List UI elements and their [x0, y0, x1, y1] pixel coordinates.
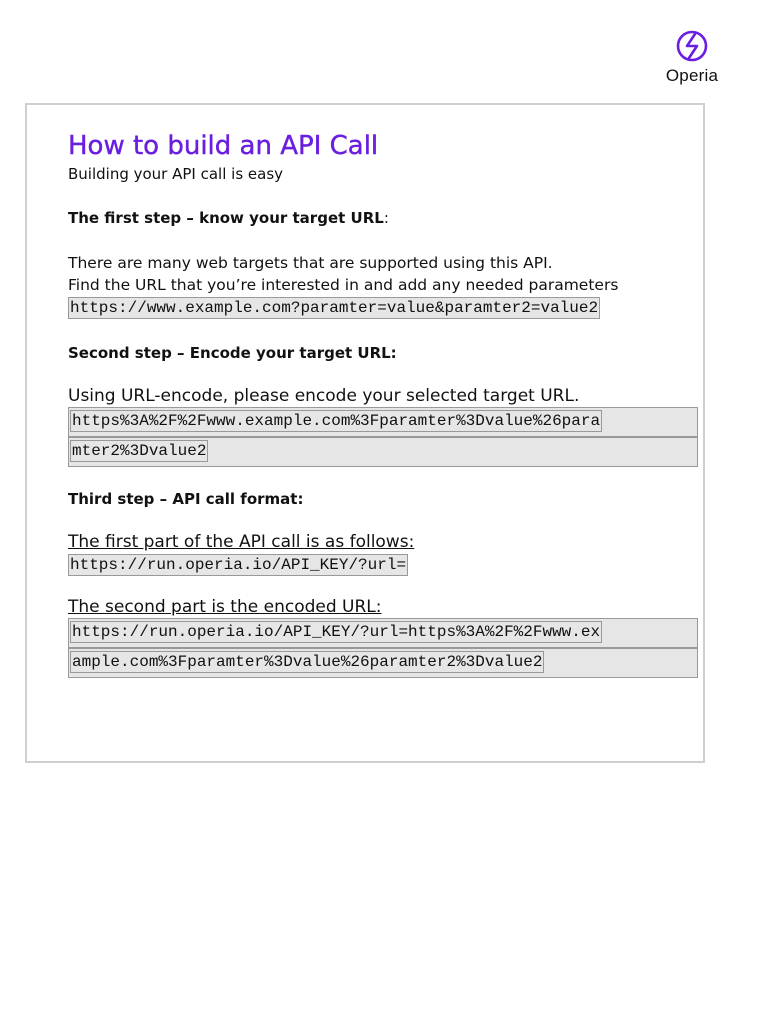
document-content	[68, 128, 698, 678]
step2-heading: Second step – Encode your target URL:	[68, 344, 397, 362]
page-subtitle: Building your API call is easy	[68, 165, 284, 183]
step3-part2-label: The second part is the encoded URL:	[68, 597, 382, 617]
step3-part2-code-line1: https://run.operia.io/API_KEY/?url=https%3A%2F%2Fwww.ex	[72, 623, 601, 641]
brand-name: Operia	[665, 66, 719, 85]
step1-code-text: https://www.example.com?paramter=value&paramter2=value2	[70, 299, 599, 317]
step3-part2-code	[68, 618, 698, 678]
step3-part1-label: The first part of the API call is as follows:	[68, 532, 415, 552]
step3-part1-code-text: https://run.operia.io/API_KEY/?url=	[70, 556, 407, 574]
step2-code-line2: mter2%3Dvalue2	[72, 442, 207, 460]
step1-heading-text: The first step – know your target URL	[68, 209, 384, 227]
step3-heading: Third step – API call format:	[68, 490, 304, 508]
step2-code	[68, 407, 698, 467]
step1-heading-colon: :	[383, 209, 389, 227]
step1-line1: There are many web targets that are supported using this API.	[68, 254, 553, 272]
step1-line2: Find the URL that you’re interested in and add any needed parameters	[68, 276, 619, 294]
step1-code	[68, 296, 698, 321]
operia-logo-icon	[675, 28, 709, 64]
step3-part1-code	[68, 553, 698, 578]
step2-line1: Using URL-encode, please encode your selected target URL.	[68, 386, 580, 406]
brand-logo	[657, 28, 727, 86]
step1-heading	[68, 208, 698, 228]
step3-part2-code-line2: ample.com%3Fparamter%3Dvalue%26paramter2%3Dvalue2	[72, 653, 543, 671]
step2-code-line1: https%3A%2F%2Fwww.example.com%3Fparamter%3Dvalue%26para	[72, 412, 601, 430]
page-title: How to build an API Call	[68, 131, 379, 161]
